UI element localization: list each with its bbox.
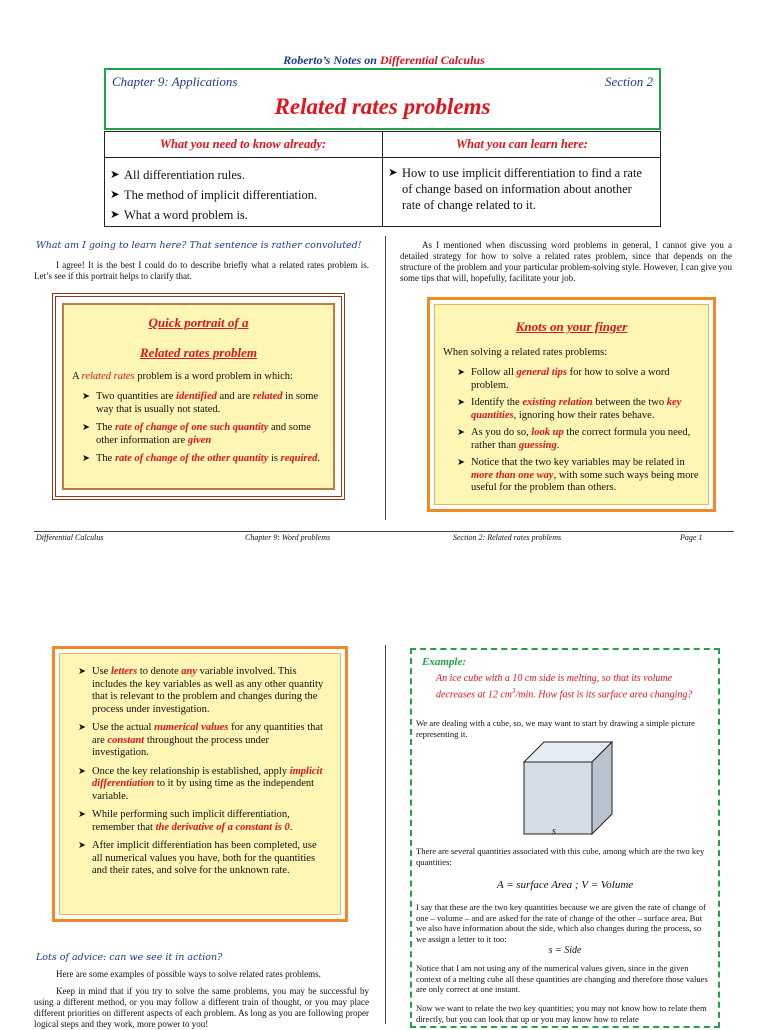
site-title — [0, 53, 768, 68]
list-item: ➤ Follow all general tips for how to solve a word problem. — [457, 367, 709, 392]
portrait-list — [82, 391, 324, 466]
tips-list — [78, 666, 328, 878]
advice-note: Keep in mind that if you try to solve the same problems, you may be successful by using a different method, or you may follow a different train of thought, or you may place different priorities on different aspects of each problem. As long as you are following proper logical steps and they work, more power to you! — [34, 986, 369, 1029]
side-formula: s = Side — [548, 945, 582, 956]
prerequisites-table — [104, 131, 661, 227]
list-item: ➤ How to use implicit differentiation to find a rate of change based on information about another rate of change related to it. — [388, 165, 650, 213]
list-item: ➤ Use the actual numerical values for any quantities that are constant throughout the process under investigation. — [78, 722, 328, 760]
strategy-intro: As I mentioned when discussing word problems in general, I cannot give you a detailed strategy for how to solve a related rates problem, since that depends on the structure of the problem and your particular problem-solving style. However, I can give you some tips that will, hopefully, facilitate your job. — [400, 240, 732, 283]
column-divider — [385, 645, 386, 1024]
cube-side-label: s — [552, 826, 556, 837]
footer-section: Section 2: Related rates problems — [453, 533, 562, 542]
site-title-subject: Differential Calculus — [379, 53, 485, 67]
portrait-title-1: Quick portrait of a — [148, 315, 249, 330]
learn-list — [388, 165, 650, 213]
need-list — [110, 165, 380, 225]
cube-diagram — [520, 738, 616, 840]
example-para-2: There are several quantities associated with this cube, among which are the two key quantities: — [416, 846, 705, 867]
footer-page: Page 1 — [680, 533, 703, 542]
list-item: ➤ Once the key relationship is established, apply implicit differentiation to it by using time as the independent variable. — [78, 766, 328, 804]
column-divider — [385, 236, 386, 520]
footer-chapter: Chapter 9: Word problems — [245, 533, 331, 542]
list-item: ➤ While performing such implicit differentiation, remember that the derivative of a constant is 0. — [78, 809, 328, 834]
example-para-4: Notice that I am not using any of the numerical values given, since in the given context of a melting cube all these quantities are changing and therefore those values are only correct at one instant. — [416, 963, 708, 994]
list-item: ➤ What a word problem is. — [110, 205, 380, 225]
example-problem: An ice cube with a 10 cm side is melting, so that its volume decreases at 12 $cm^3/\min$. How fast is its surface area changing? — [436, 673, 693, 701]
section-label: Section 2 — [604, 74, 653, 89]
chapter-label: Chapter 9: Applications — [112, 74, 238, 89]
example-para-3: I say that these are the two key quantities because we are given the rate of change of one – volume – and are asked for the rate of change of the other – surface area. But we also have information about the side, which also changes during the process, so we assign a letter to it too: — [416, 902, 706, 944]
footer-rule — [34, 531, 734, 532]
list-item: ➤ Use letters to denote any variable involved. This includes the key variables as well as any other quantity that is relevant to the problem and changes during the process under investigation. — [78, 666, 328, 716]
portrait-title-2: Related rates problem — [140, 345, 257, 360]
chapter-header-box — [104, 68, 661, 130]
knots-list — [457, 367, 709, 495]
need-heading: What you need to know already: — [159, 137, 327, 151]
page-title: Related rates problems — [274, 94, 491, 119]
example-label: Example: — [422, 656, 466, 668]
list-item: ➤ As you do so, look up the correct formula you need, rather than guessing. — [457, 427, 709, 452]
knots-box — [427, 297, 716, 512]
key-quantities-formula: A = surface Area ; V = Volume — [496, 879, 634, 891]
advice-question: Lots of advice: can we see it in action? — [36, 952, 223, 963]
tips-box — [52, 646, 348, 922]
example-para-5: Now we want to relate the two key quantities; you may not know how to relate them directly, but you can look that up or you may know how to relate — [416, 1003, 707, 1024]
learn-heading: What you can learn here: — [456, 137, 588, 151]
knots-title: Knots on your finger — [515, 319, 628, 334]
footer-course: Differential Calculus — [36, 533, 104, 542]
list-item: ➤ All differentiation rules. — [110, 165, 380, 185]
list-item: ➤ Notice that the two key variables may be related in more than one way, with some such ways being more useful for the problem than others. — [457, 457, 709, 495]
list-item: ➤ After implicit differentiation has been completed, use all numerical values you have, both for the quantities and their rates, and solve for the unknown rate. — [78, 840, 328, 878]
list-item: ➤ Two quantities are identified and are related in some way that is usually not stated. — [82, 391, 324, 416]
portrait-lead: A related rates problem is a word problem in which: — [72, 371, 293, 382]
portrait-box — [52, 293, 345, 500]
example-box — [410, 648, 720, 1028]
site-title-prefix: Roberto’s Notes on — [283, 53, 380, 67]
list-item: ➤ Identify the existing relation between the two key quantities, ignoring how their rates behave. — [457, 397, 709, 422]
advice-intro: Here are some examples of possible ways to solve related rates problems. — [56, 969, 321, 979]
list-item: ➤ The rate of change of one such quantity and some other information are given — [82, 422, 324, 447]
example-para-1: We are dealing with a cube, so, we may want to start by drawing a simple picture representing it. — [416, 718, 695, 739]
knots-lead: When solving a related rates problems: — [443, 347, 608, 358]
side-answer: I agree! It is the best I could do to describe briefly what a related rates problem is. Let’s see if this portrait helps to clarify that. — [34, 260, 369, 281]
list-item: ➤ The rate of change of the other quantity is required. — [82, 453, 324, 466]
side-question: What am I going to learn here? That sentence is rather convoluted! — [36, 240, 362, 251]
list-item: ➤ The method of implicit differentiation. — [110, 185, 380, 205]
